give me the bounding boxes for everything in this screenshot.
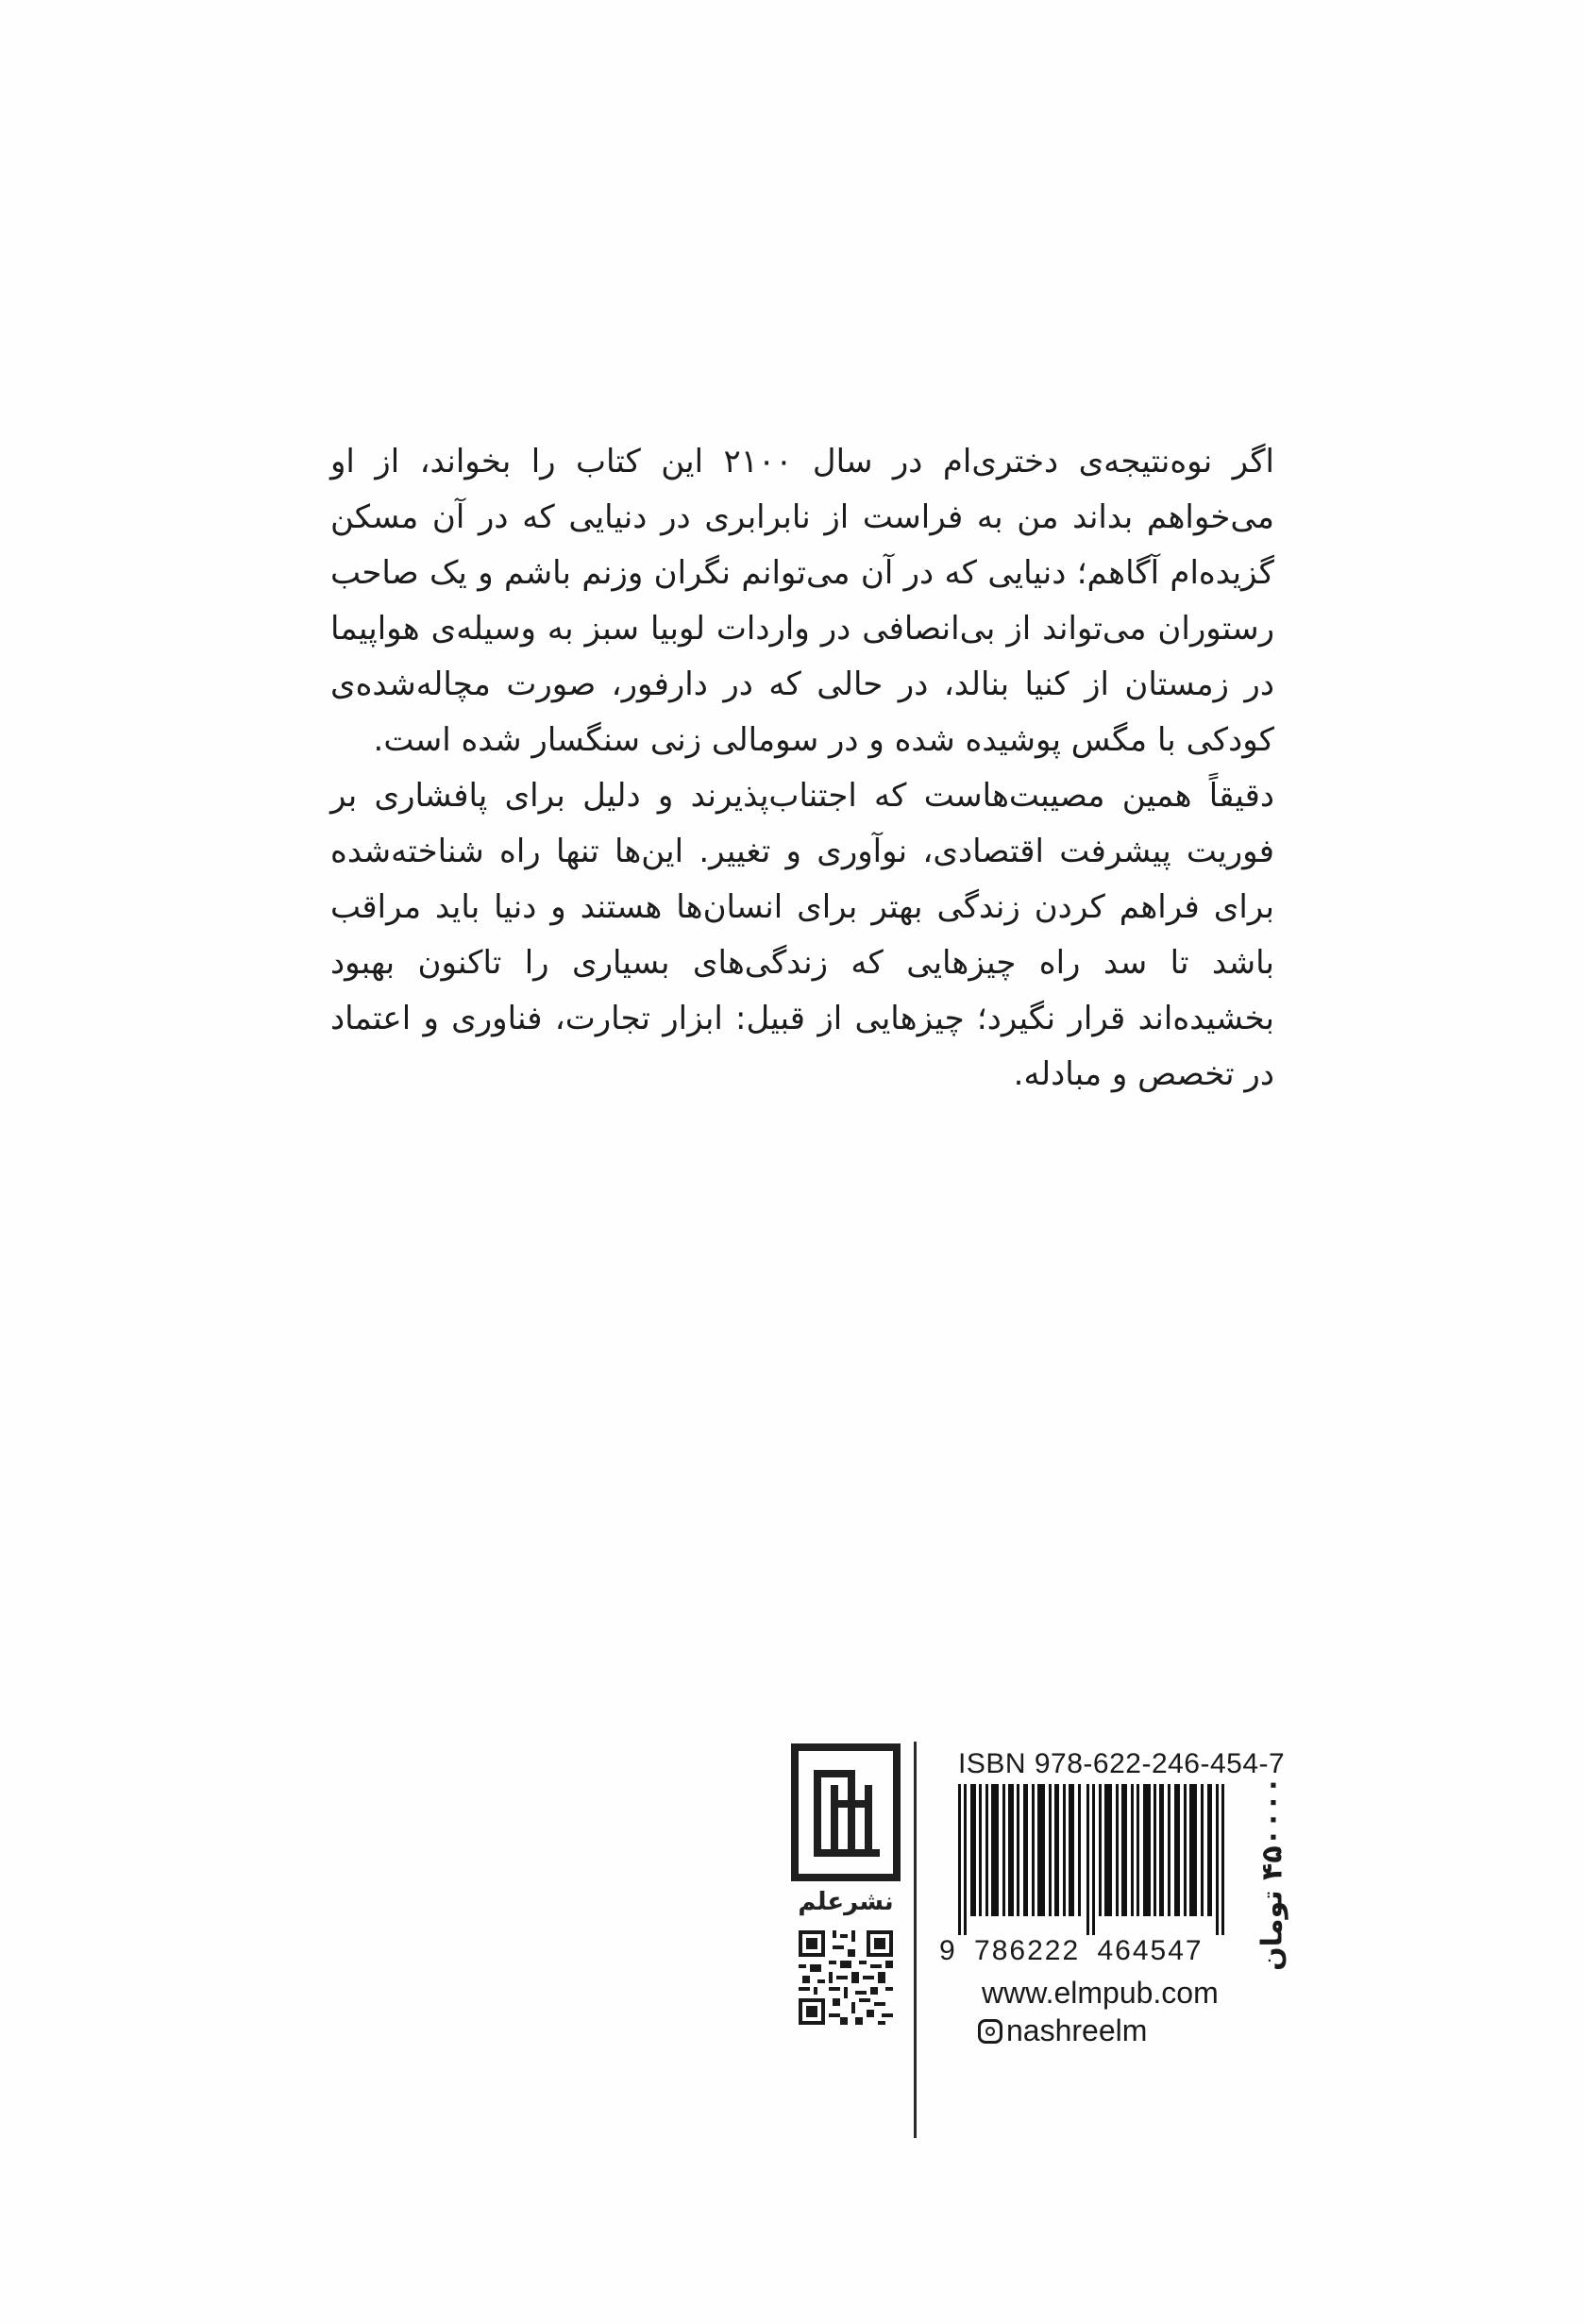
publisher-name: نشرعلم (798, 1888, 894, 1916)
barcode-digit-first: 9 (939, 1935, 957, 1966)
price-tag (1244, 1756, 1301, 1992)
isbn-label: ISBN 978-622-246-454-7 (958, 1748, 1286, 1779)
publisher-logo-icon (789, 1742, 902, 1883)
qr-code-icon (799, 1930, 893, 2025)
barcode-digits-left: 786222 (974, 1935, 1081, 1966)
vertical-divider (914, 1742, 917, 2138)
blurb-paragraph-1: اگر نوه‌نتیجه‌ی دختری‌ام در سال ۲۱۰۰ این کتاب را بخواند، از او می‌خواهم بداند من به فراست از نابرابری در دنیایی که در آن مسکن گزیده‌ام آگاهم؛ دنیایی که در آن می‌توانم نگران وزنم باشم و یک صاحب رستوران می‌تواند از بی‌انصافی در واردات لوبیا سبز به وسیله‌ی هواپیما در زمستان از کنیا بنالد، در حالی که در دارفور، صورت مچاله‌شده‌ی کودکی با مگس پوشیده شده و در سومالی زنی سنگسار شده است. (330, 443, 1274, 759)
publisher-instagram (978, 2013, 1147, 2048)
barcode-digits-right: 464547 (1097, 1935, 1204, 1966)
publisher-website: www.elmpub.com (982, 1976, 1219, 2010)
back-cover-blurb (330, 434, 1274, 1103)
instagram-handle: nashreelm (1006, 2013, 1148, 2047)
price-label: ۴۵۰۰۰۰ تومان (1255, 1777, 1289, 1971)
blurb-paragraph-2: دقیقاً همین مصیبت‌هاست که اجتناب‌پذیرند و دلیل برای پافشاری بر فوریت پیشرفت اقتصادی، نوآوری و تغییر. این‌ها تنها راه شناخته‌شده برای فراهم کردن زندگی بهتر برای انسان‌ها هستند و دنیا باید مراقب باشد تا سد راه چیزهایی که زندگی‌های بسیاری را تاکنون بهبود بخشیده‌اند قرار نگیرد؛ چیزهایی از قبیل: ابزار تجارت، فناوری و اعتماد در تخصص و مبادله. (330, 777, 1274, 1093)
barcode-icon (958, 1784, 1232, 1878)
barcode-digits (939, 1935, 1211, 1967)
instagram-icon (978, 2019, 1002, 2044)
